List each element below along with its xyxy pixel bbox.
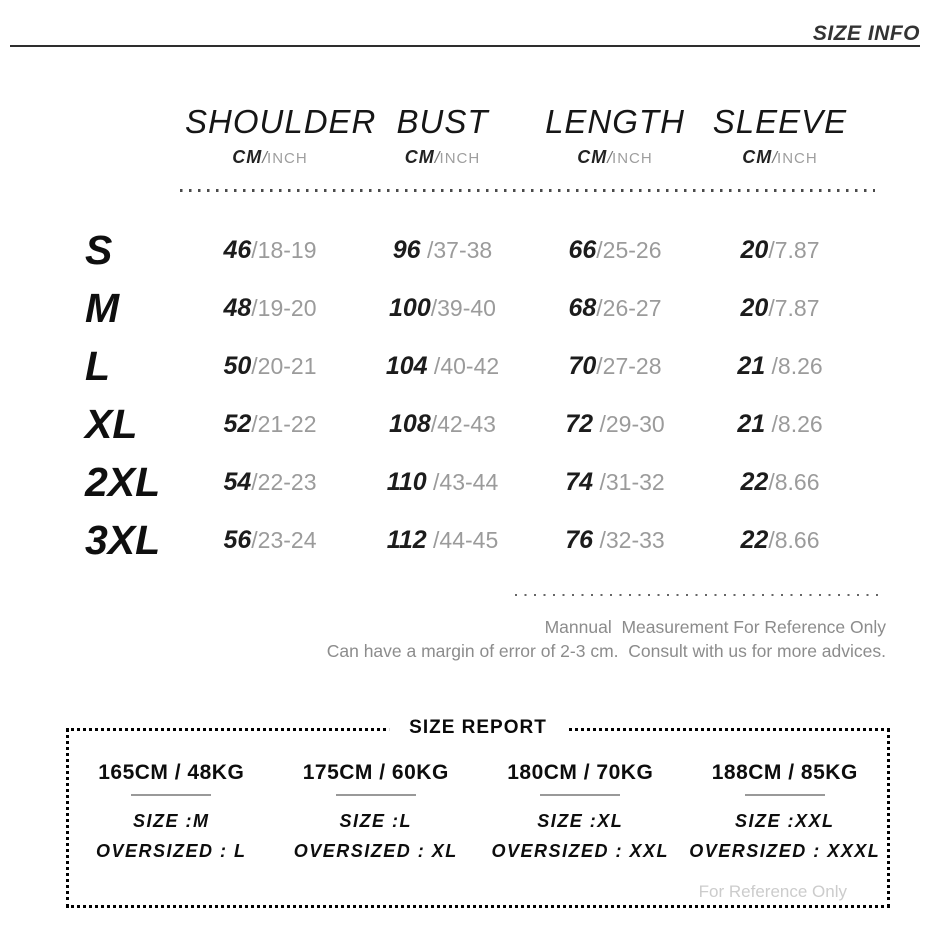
sleeve-value bbox=[700, 294, 860, 323]
unit-label bbox=[355, 147, 530, 168]
size-report-entry bbox=[69, 761, 274, 862]
unit-inch: INCH bbox=[439, 150, 481, 167]
oversized-size: OVERSIZED : XXL bbox=[491, 841, 670, 861]
cm-value: 96 bbox=[392, 235, 421, 264]
unit-inch: INCH bbox=[777, 150, 818, 167]
cm-value: 56 bbox=[223, 525, 252, 554]
inch-value: /37-38 bbox=[420, 236, 493, 263]
inch-value: /29-30 bbox=[593, 410, 665, 437]
unit-inch: INCH bbox=[612, 150, 653, 167]
unit-label bbox=[530, 147, 700, 168]
cm-value: 48 bbox=[223, 293, 252, 322]
column-label: SHOULDER bbox=[185, 103, 377, 140]
sleeve-value bbox=[700, 410, 860, 439]
cm-value: 74 bbox=[565, 467, 594, 496]
model-body-stats: 188CM / 85KG bbox=[711, 761, 858, 784]
entry-divider bbox=[540, 794, 620, 796]
cm-value: 21 bbox=[737, 351, 766, 380]
cm-value: 52 bbox=[223, 409, 252, 438]
unit-divider: / bbox=[262, 148, 268, 167]
inch-value: /40-42 bbox=[427, 352, 500, 379]
page-title: SIZE INFO bbox=[812, 22, 920, 45]
inch-value: /44-45 bbox=[426, 526, 499, 553]
bust-value bbox=[355, 526, 530, 555]
cm-value: 110 bbox=[386, 467, 427, 496]
unit-inch: INCH bbox=[267, 150, 308, 167]
cm-value: 20 bbox=[740, 235, 769, 264]
measurement-note-line2: Can have a margin of error of 2-3 cm. Consult with us for more advices. bbox=[326, 641, 886, 661]
inch-value: /22-23 bbox=[251, 468, 317, 495]
size-label: M bbox=[85, 284, 120, 331]
sleeve-value bbox=[700, 236, 860, 265]
recommended-size: SIZE :XL bbox=[537, 811, 624, 831]
shoulder-value bbox=[185, 352, 355, 381]
size-table bbox=[85, 221, 860, 569]
inch-value: /31-32 bbox=[593, 468, 665, 495]
shoulder-value bbox=[185, 468, 355, 497]
table-header-sleeve bbox=[700, 103, 860, 168]
column-label: SLEEVE bbox=[712, 103, 848, 140]
reference-only-note: For Reference Only bbox=[698, 882, 847, 901]
cm-value: 72 bbox=[565, 409, 594, 438]
length-value bbox=[530, 526, 700, 555]
unit-cm: CM bbox=[404, 147, 435, 167]
notes-dotted-divider bbox=[515, 594, 885, 596]
table-row-s bbox=[85, 221, 860, 279]
shoulder-value bbox=[185, 526, 355, 555]
bust-value bbox=[355, 352, 530, 381]
size-label: L bbox=[85, 342, 111, 389]
size-label: 3XL bbox=[85, 516, 161, 563]
table-row-2xl bbox=[85, 453, 860, 511]
sleeve-value bbox=[700, 468, 860, 497]
inch-value: /43-44 bbox=[426, 468, 499, 495]
measurement-note-line1: Mannual Measurement For Reference Only bbox=[544, 617, 886, 637]
table-row-xl bbox=[85, 395, 860, 453]
unit-divider: / bbox=[607, 148, 613, 167]
inch-value: /18-19 bbox=[251, 236, 317, 263]
unit-cm: CM bbox=[577, 147, 608, 167]
size-report-title: SIZE REPORT bbox=[389, 717, 567, 739]
table-header-shoulder bbox=[185, 103, 377, 168]
cm-value: 50 bbox=[223, 351, 252, 380]
cm-value: 68 bbox=[568, 293, 597, 322]
oversized-size: OVERSIZED : XXXL bbox=[689, 841, 881, 861]
size-report-entry bbox=[274, 761, 479, 862]
cm-value: 100 bbox=[389, 293, 431, 322]
table-header-row bbox=[85, 103, 860, 168]
size-report-entry bbox=[478, 761, 683, 862]
cm-value: 54 bbox=[223, 467, 252, 496]
cm-value: 46 bbox=[223, 235, 252, 264]
cm-value: 104 bbox=[385, 351, 428, 380]
cm-value: 20 bbox=[740, 293, 769, 322]
model-body-stats: 175CM / 60KG bbox=[302, 761, 449, 784]
inch-value: /42-43 bbox=[430, 410, 496, 437]
unit-divider: / bbox=[772, 148, 778, 167]
inch-value: /26-27 bbox=[596, 294, 662, 321]
table-header-bust bbox=[355, 103, 530, 168]
table-dotted-divider bbox=[180, 189, 875, 192]
size-report-entries bbox=[69, 731, 887, 862]
cm-value: 76 bbox=[565, 525, 594, 554]
inch-value: /8.26 bbox=[765, 352, 823, 379]
length-value bbox=[530, 352, 700, 381]
table-row-l bbox=[85, 337, 860, 395]
entry-divider bbox=[336, 794, 416, 796]
recommended-size: SIZE :L bbox=[339, 811, 412, 831]
table-row-3xl bbox=[85, 511, 860, 569]
cm-value: 21 bbox=[737, 409, 766, 438]
table-row-m bbox=[85, 279, 860, 337]
table-header-size-spacer bbox=[85, 103, 185, 168]
inch-value: /8.26 bbox=[765, 410, 823, 437]
inch-value: /19-20 bbox=[251, 294, 317, 321]
length-value bbox=[530, 410, 700, 439]
column-label: LENGTH bbox=[545, 103, 685, 140]
oversized-size: OVERSIZED : L bbox=[95, 841, 247, 861]
inch-value: /39-40 bbox=[430, 294, 496, 321]
oversized-size: OVERSIZED : XL bbox=[293, 841, 458, 861]
size-report-box bbox=[66, 717, 890, 908]
inch-value: /32-33 bbox=[593, 526, 665, 553]
recommended-size: SIZE :M bbox=[133, 811, 210, 831]
inch-value: /27-28 bbox=[596, 352, 662, 379]
model-body-stats: 180CM / 70KG bbox=[507, 761, 654, 784]
recommended-size: SIZE :XXL bbox=[734, 811, 835, 831]
cm-value: 22 bbox=[740, 525, 769, 554]
cm-value: 108 bbox=[389, 409, 431, 438]
cm-value: 66 bbox=[568, 235, 597, 264]
inch-value: /20-21 bbox=[251, 352, 317, 379]
inch-value: /21-22 bbox=[251, 410, 317, 437]
cm-value: 70 bbox=[568, 351, 597, 380]
inch-value: /25-26 bbox=[596, 236, 662, 263]
inch-value: /8.66 bbox=[768, 526, 820, 553]
unit-cm: CM bbox=[232, 147, 263, 167]
shoulder-value bbox=[185, 236, 355, 265]
unit-divider: / bbox=[434, 148, 440, 167]
bust-value bbox=[355, 410, 530, 439]
shoulder-value bbox=[185, 294, 355, 323]
length-value bbox=[530, 468, 700, 497]
bust-value bbox=[355, 468, 530, 497]
entry-divider bbox=[745, 794, 825, 796]
model-body-stats: 165CM / 48KG bbox=[98, 761, 245, 784]
size-report-entry bbox=[683, 761, 888, 862]
table-header-length bbox=[530, 103, 700, 168]
column-label: BUST bbox=[396, 103, 489, 140]
cm-value: 112 bbox=[386, 525, 427, 554]
shoulder-value bbox=[185, 410, 355, 439]
size-label: XL bbox=[85, 400, 138, 447]
length-value bbox=[530, 236, 700, 265]
bust-value bbox=[355, 236, 530, 265]
sleeve-value bbox=[700, 526, 860, 555]
entry-divider bbox=[131, 794, 211, 796]
unit-label bbox=[185, 147, 355, 168]
unit-cm: CM bbox=[742, 147, 773, 167]
cm-value: 22 bbox=[740, 467, 769, 496]
bust-value bbox=[355, 294, 530, 323]
size-label: S bbox=[85, 226, 113, 273]
inch-value: /23-24 bbox=[251, 526, 317, 553]
inch-value: /7.87 bbox=[768, 294, 820, 321]
inch-value: /7.87 bbox=[768, 236, 820, 263]
header-divider bbox=[10, 45, 920, 47]
inch-value: /8.66 bbox=[768, 468, 820, 495]
sleeve-value bbox=[700, 352, 860, 381]
size-label: 2XL bbox=[85, 458, 161, 505]
unit-label bbox=[700, 147, 860, 168]
length-value bbox=[530, 294, 700, 323]
